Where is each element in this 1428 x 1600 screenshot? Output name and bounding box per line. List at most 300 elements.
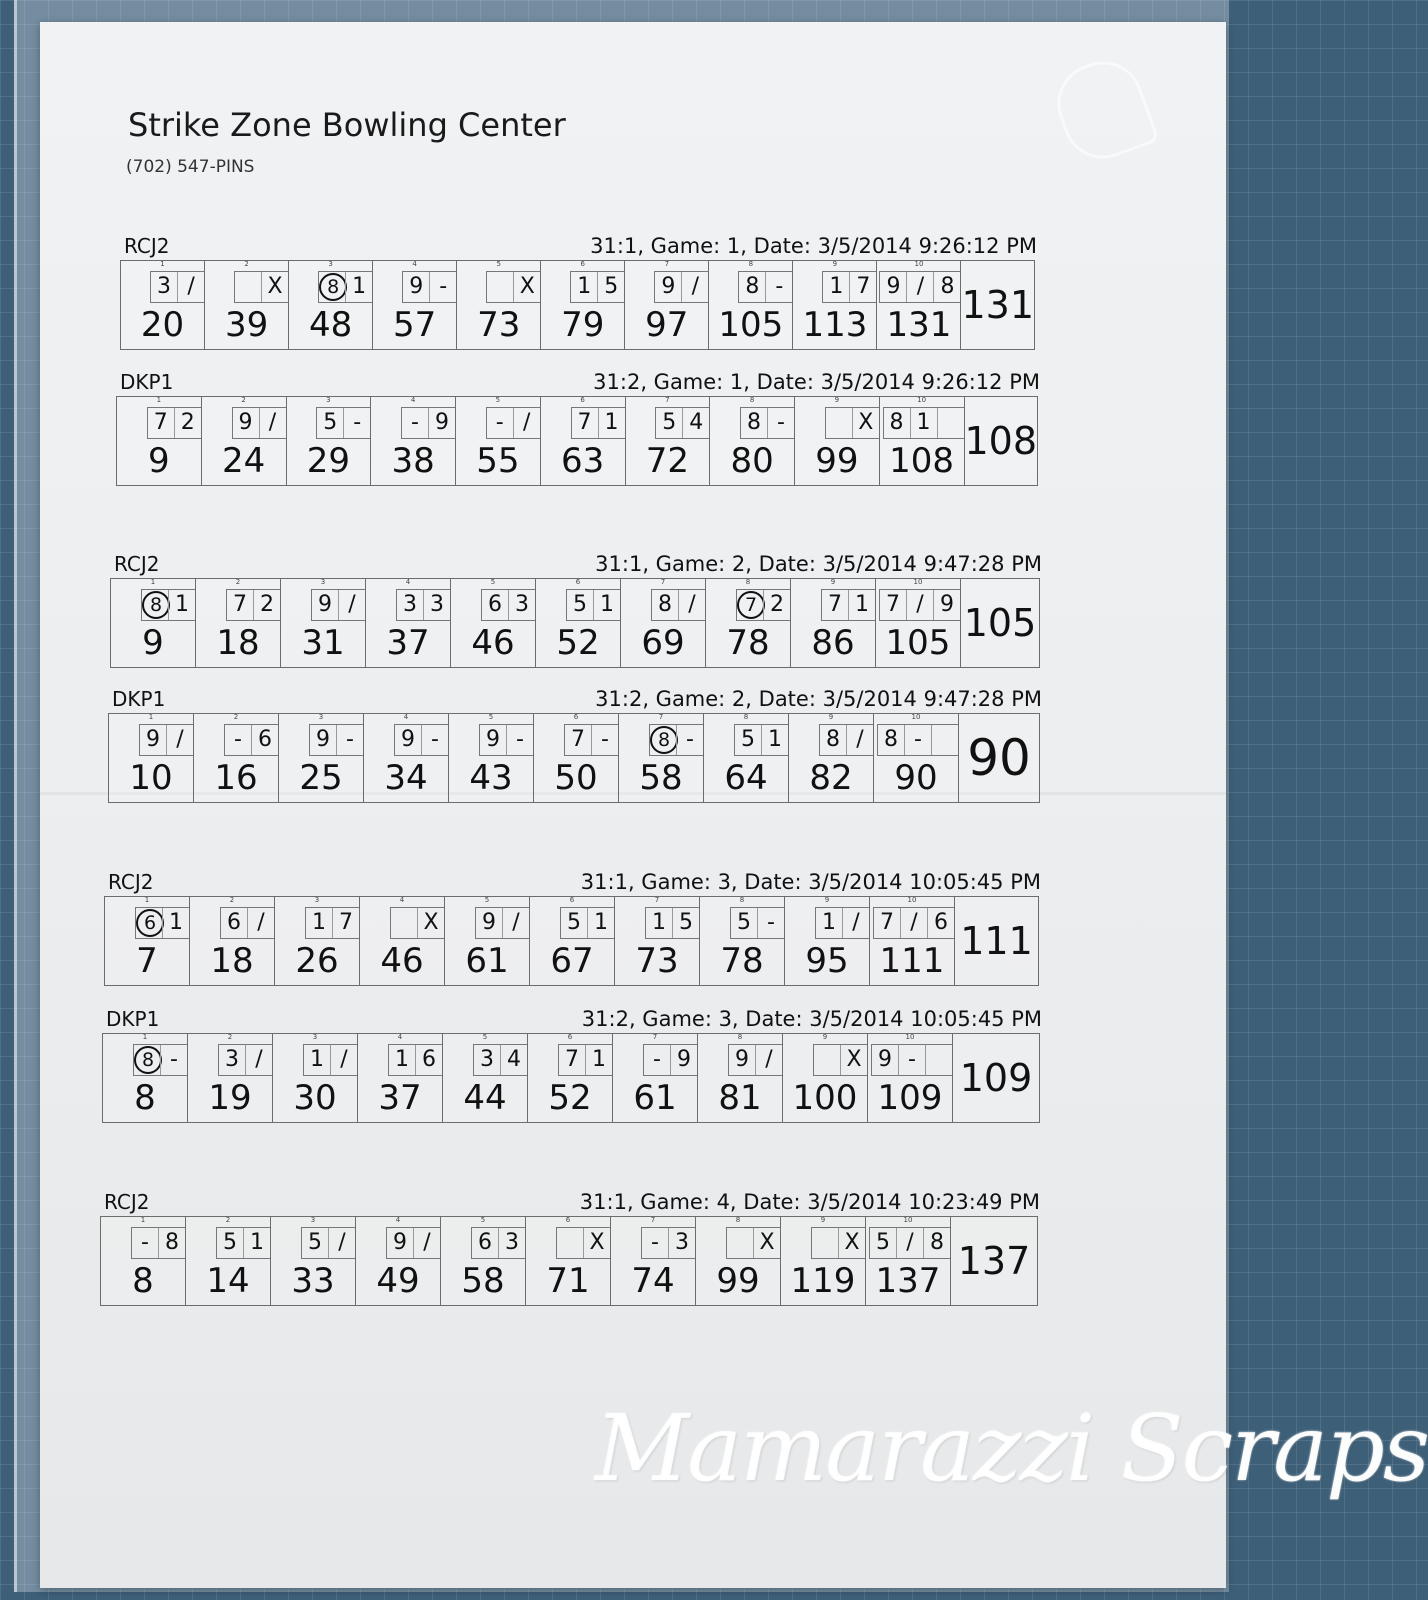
frame-score: 79 (561, 305, 605, 345)
ball-value: 8 (930, 1230, 944, 1255)
ball-mark (487, 272, 513, 302)
ball-boxes (645, 907, 699, 939)
frame-score: 113 (802, 305, 868, 345)
frame-score: 61 (633, 1078, 677, 1118)
ball-boxes (133, 1044, 187, 1076)
ball-boxes (218, 1044, 272, 1076)
ball-value: 5 (741, 727, 755, 752)
frame-10 (866, 1217, 951, 1305)
frame-number: 5 (496, 260, 501, 268)
ball-mark (151, 272, 177, 302)
ball-boxes (396, 589, 450, 621)
ball-mark (417, 908, 444, 938)
ball-mark (253, 590, 280, 620)
ball-value: 1 (768, 727, 782, 752)
frame-number: 7 (665, 396, 670, 404)
ball-value: 2 (260, 592, 274, 617)
frame-score: 95 (805, 941, 849, 981)
ball-value: 9 (435, 410, 449, 435)
frame-number: 8 (748, 260, 754, 268)
ball-mark (429, 272, 456, 302)
ball-value: 2 (770, 592, 784, 617)
ball-mark (487, 408, 513, 438)
ball-value: / (348, 592, 356, 617)
ball-mark (910, 408, 937, 438)
ball-value: 9 (886, 274, 901, 299)
frame-score: 39 (224, 305, 269, 345)
frame-number: 2 (241, 396, 246, 404)
ball-value: 8 (650, 726, 678, 754)
game-block (40, 552, 1226, 682)
ball-mark (583, 1228, 610, 1258)
ball-value: 9 (735, 1047, 749, 1072)
frame-number: 10 (903, 1216, 913, 1224)
ball-value: X (589, 1230, 605, 1255)
ball-boxes (226, 589, 280, 621)
ball-value: 7 (737, 591, 765, 619)
frame-score: 99 (716, 1261, 760, 1301)
ball-mark (328, 1228, 355, 1258)
ball-value: / (691, 274, 700, 299)
frame-score: 131 (886, 305, 952, 345)
frame-number: 3 (310, 1216, 316, 1224)
ball-mark (735, 725, 761, 755)
player-name: RCJ2 (124, 234, 170, 258)
ball-mark (741, 408, 767, 438)
frame-number: 8 (735, 1216, 741, 1224)
ball-mark (842, 908, 869, 938)
ball-value: / (187, 274, 195, 299)
ball-mark (140, 725, 166, 755)
frame-number: 10 (917, 396, 927, 404)
ball-mark (729, 1045, 755, 1075)
ball-boxes (821, 589, 875, 621)
frame-score: 25 (299, 758, 343, 798)
frame-number: 6 (569, 896, 575, 904)
ball-mark (900, 908, 927, 938)
ball-value: / (916, 274, 925, 299)
ball-boxes (811, 1227, 865, 1259)
frame-number: 3 (326, 396, 331, 404)
frame-number: 2 (244, 260, 249, 268)
ball-mark (476, 908, 502, 938)
ball-boxes (736, 589, 790, 621)
ball-mark (644, 1045, 670, 1075)
frame-6 (526, 1217, 611, 1305)
ball-boxes (141, 589, 195, 621)
ball-value: - (141, 1230, 149, 1255)
frame-7 (626, 397, 711, 485)
ball-value: - (914, 727, 922, 752)
game-total: 90 (967, 729, 1031, 787)
ball-mark (937, 408, 964, 438)
ball-value: 1 (594, 910, 608, 935)
frame-4 (356, 1217, 441, 1305)
ball-boxes (734, 724, 788, 756)
frame-number: 5 (484, 896, 490, 904)
ball-value: 1 (652, 910, 666, 935)
frame-score: 57 (393, 305, 437, 345)
ball-mark (506, 725, 533, 755)
frame-score: 29 (306, 441, 350, 481)
ball-mark (403, 272, 429, 302)
frame-9 (785, 897, 870, 985)
frame-score: 119 (790, 1261, 856, 1301)
frame-8 (700, 897, 785, 985)
ball-value: - (516, 727, 524, 752)
ball-mark (174, 408, 201, 438)
ball-value: 6 (422, 1047, 436, 1072)
frame-score: 111 (879, 941, 945, 981)
ball-value: - (651, 1230, 659, 1255)
frame-score: 108 (889, 441, 955, 481)
ball-boxes (877, 724, 958, 756)
score-grid (100, 1216, 1038, 1306)
ball-value: - (767, 910, 775, 935)
player-name: DKP1 (120, 370, 174, 394)
frame-number: 3 (312, 1033, 318, 1041)
frame-score: 48 (308, 305, 353, 345)
ball-boxes (131, 1227, 185, 1259)
ball-boxes (305, 907, 359, 939)
frame-8 (710, 397, 795, 485)
ball-mark (826, 408, 852, 438)
ball-value: 7 (153, 410, 168, 435)
ball-mark (227, 590, 253, 620)
ball-value: 9 (316, 727, 330, 752)
ball-value: - (495, 410, 504, 435)
frame-9 (793, 261, 877, 349)
frame-score: 26 (295, 941, 339, 981)
game-info: 31:2, Game: 1, Date: 3/5/2014 9:26:12 PM (593, 370, 1040, 394)
ball-mark (668, 1228, 695, 1258)
ball-value: - (601, 727, 609, 752)
frame-number: 10 (914, 260, 924, 268)
ball-value: 9 (393, 1230, 407, 1255)
frame-number: 9 (832, 260, 838, 268)
ball-value: 7 (565, 1047, 579, 1072)
frame-4 (366, 579, 451, 667)
frame-4 (364, 714, 449, 802)
ball-mark (822, 590, 848, 620)
frame-score: 18 (210, 941, 254, 981)
ball-mark (330, 1045, 357, 1075)
frame-2 (194, 714, 279, 802)
ball-value: X (423, 910, 439, 935)
frame-score: 58 (461, 1261, 505, 1301)
frame-9 (783, 1034, 868, 1122)
ball-mark (761, 725, 788, 755)
frame-2 (205, 261, 289, 349)
ball-mark (884, 408, 910, 438)
frame-score: 31 (301, 623, 345, 663)
ball-value: 8 (884, 727, 898, 752)
frame-score: 52 (548, 1078, 592, 1118)
ball-value: 7 (577, 410, 592, 435)
ball-mark (848, 590, 875, 620)
ball-value: / (268, 410, 277, 435)
frame-score: 74 (631, 1261, 675, 1301)
frame-score: 46 (471, 623, 515, 663)
frame-score: 82 (809, 758, 853, 798)
ball-value: / (765, 1047, 773, 1072)
frame-number: 6 (580, 260, 585, 268)
ball-value: - (653, 1047, 661, 1072)
ball-mark (880, 272, 906, 302)
ball-boxes (560, 907, 614, 939)
ball-mark (682, 408, 709, 438)
frame-2 (202, 397, 287, 485)
ball-mark (168, 590, 195, 620)
frame-3 (273, 1034, 358, 1122)
ball-value: 5 (876, 1230, 890, 1255)
ball-value: - (439, 274, 448, 299)
ball-mark (415, 1045, 442, 1075)
frame-number: 10 (907, 896, 917, 904)
ball-boxes (879, 589, 960, 621)
ball-mark (896, 1228, 923, 1258)
ball-mark (838, 1228, 865, 1258)
frame-score: 7 (136, 941, 158, 981)
frame-3 (281, 579, 366, 667)
ball-value: 6 (227, 910, 241, 935)
ball-boxes (150, 271, 204, 303)
ball-value: - (411, 410, 419, 435)
ball-boxes (394, 724, 448, 756)
sleeve-glare (1046, 50, 1160, 170)
ball-mark (389, 1045, 415, 1075)
ball-value: X (519, 274, 535, 299)
frame-number: 2 (233, 713, 239, 721)
ball-mark (559, 1045, 585, 1075)
ball-mark (148, 408, 174, 438)
ball-boxes (649, 724, 703, 756)
ball-value: 8 (319, 273, 347, 301)
frame-score: 43 (469, 758, 513, 798)
ball-value: X (846, 1047, 862, 1072)
game-total: 109 (959, 1056, 1033, 1100)
ball-boxes (234, 271, 288, 303)
frame-score: 9 (148, 441, 170, 481)
ball-boxes (570, 271, 624, 303)
ball-value: 4 (507, 1047, 521, 1072)
ball-value: 7 (571, 727, 585, 752)
frame-score: 69 (641, 623, 685, 663)
game-block (40, 370, 1226, 500)
ball-mark (423, 590, 450, 620)
frame-score: 55 (476, 441, 520, 481)
frame-number: 7 (658, 713, 664, 721)
ball-value: 3 (515, 592, 529, 617)
ball-mark (812, 1228, 838, 1258)
ball-mark (681, 272, 708, 302)
frame-1 (111, 579, 196, 667)
frame-8 (698, 1034, 783, 1122)
frame-number: 10 (911, 713, 921, 721)
frame-6 (534, 714, 619, 802)
ball-mark (310, 725, 336, 755)
ball-value: 9 (401, 727, 415, 752)
ball-mark (585, 1045, 612, 1075)
ball-value: - (234, 727, 242, 752)
ball-mark (763, 590, 790, 620)
ball-mark (482, 590, 508, 620)
ball-value: / (255, 1047, 263, 1072)
frame-9 (789, 714, 874, 802)
frame-score: 52 (556, 623, 600, 663)
ball-boxes (473, 1044, 527, 1076)
game-block (40, 234, 1226, 364)
frame-number: 1 (156, 396, 162, 404)
ball-value: X (844, 1230, 860, 1255)
ball-value: - (346, 727, 354, 752)
frame-9 (795, 397, 880, 485)
frame-7 (613, 1034, 698, 1122)
frame-1 (101, 1217, 186, 1305)
frame-number: 2 (225, 1216, 231, 1224)
ball-mark (571, 272, 597, 302)
ball-value: 1 (169, 910, 183, 935)
ball-mark (923, 1228, 950, 1258)
ball-mark (312, 590, 338, 620)
ball-mark (397, 590, 423, 620)
ball-boxes (883, 407, 964, 439)
frame-score: 37 (386, 623, 430, 663)
ball-mark (870, 1228, 896, 1258)
ball-mark (767, 408, 794, 438)
bowling-center-name: Strike Zone Bowling Center (128, 106, 566, 144)
frame-1 (121, 261, 205, 349)
player-name: RCJ2 (114, 552, 160, 576)
frame-5 (449, 714, 534, 802)
ball-mark (474, 1045, 500, 1075)
ball-mark (158, 1228, 185, 1258)
ball-boxes (135, 907, 189, 939)
frame-3 (279, 714, 364, 802)
ball-boxes (216, 1227, 270, 1259)
game-info: 31:1, Game: 2, Date: 3/5/2014 9:47:28 PM (595, 552, 1042, 576)
ball-value: 9 (238, 410, 253, 435)
frame-3 (287, 397, 372, 485)
frame-number: 7 (654, 896, 660, 904)
frame-score: 8 (134, 1078, 156, 1118)
ball-mark (233, 408, 259, 438)
frame-number: 1 (140, 1216, 146, 1224)
score-grid (116, 396, 1038, 486)
ball-mark (567, 590, 593, 620)
frame-1 (105, 897, 190, 985)
frame-number: 8 (743, 713, 749, 721)
ball-mark (513, 272, 540, 302)
ball-value: / (340, 1047, 348, 1072)
ball-mark (757, 908, 784, 938)
ball-mark (221, 908, 247, 938)
ball-boxes (822, 271, 876, 303)
ball-mark (931, 725, 958, 755)
ball-mark (656, 408, 682, 438)
frame-5 (451, 579, 536, 667)
frame-5 (443, 1034, 528, 1122)
game-total: 131 (961, 283, 1034, 327)
ball-boxes (730, 907, 784, 939)
frame-score: 81 (718, 1078, 762, 1118)
ball-mark (820, 725, 846, 755)
ball-boxes (303, 1044, 357, 1076)
frame-number: 7 (652, 1033, 658, 1041)
frame-score: 10 (129, 758, 173, 798)
ball-mark (933, 272, 960, 302)
ball-value: 3 (480, 1047, 494, 1072)
ball-value: 1 (577, 274, 592, 299)
ball-value: 8 (134, 1046, 162, 1074)
game-total: 108 (964, 419, 1038, 463)
ball-mark (177, 272, 204, 302)
frame-number: 1 (144, 896, 150, 904)
ball-value: / (523, 410, 531, 435)
frame-score: 100 (792, 1078, 858, 1118)
ball-boxes (819, 724, 873, 756)
frame-score: 50 (554, 758, 598, 798)
frame-6 (528, 1034, 613, 1122)
frame-4 (360, 897, 445, 985)
ball-boxes (471, 1227, 525, 1259)
frame-number: 9 (824, 896, 830, 904)
ball-mark (219, 1045, 245, 1075)
frame-number: 5 (482, 1033, 488, 1041)
ball-mark (160, 1045, 187, 1075)
ball-value: 5 (573, 592, 587, 617)
ball-value: - (170, 1047, 178, 1072)
frame-score: 8 (132, 1261, 154, 1301)
ball-mark (343, 408, 370, 438)
frame-score: 86 (811, 623, 855, 663)
ball-mark (261, 272, 288, 302)
ball-mark (395, 725, 421, 755)
ball-value: 8 (747, 410, 761, 435)
ball-mark (816, 908, 842, 938)
ball-value: 5 (737, 910, 751, 935)
frame-score: 34 (384, 758, 428, 798)
ball-mark (880, 590, 906, 620)
ball-mark (302, 1228, 328, 1258)
score-sheet (40, 22, 1226, 1588)
frame-score: 37 (378, 1078, 422, 1118)
frame-score: 33 (291, 1261, 335, 1301)
frame-number: 6 (575, 578, 581, 586)
frame-9 (791, 579, 876, 667)
ball-value: / (512, 910, 520, 935)
ball-mark (245, 1045, 272, 1075)
ball-boxes (564, 724, 618, 756)
ball-mark (676, 725, 703, 755)
ball-mark (565, 725, 591, 755)
ball-mark (598, 408, 625, 438)
ball-boxes (139, 724, 193, 756)
frame-number: 2 (229, 896, 235, 904)
ball-boxes (316, 407, 370, 439)
game-total: 137 (957, 1239, 1031, 1283)
frame-number: 4 (405, 578, 411, 586)
frame-5 (456, 397, 541, 485)
frame-score: 46 (380, 941, 424, 981)
game-info: 31:1, Game: 3, Date: 3/5/2014 10:05:45 PM (580, 870, 1041, 894)
ball-boxes (318, 271, 372, 303)
ball-mark (345, 272, 372, 302)
ball-value: 1 (916, 410, 931, 435)
frame-7 (615, 897, 700, 985)
frame-10 (874, 714, 959, 802)
ball-boxes (654, 271, 708, 303)
